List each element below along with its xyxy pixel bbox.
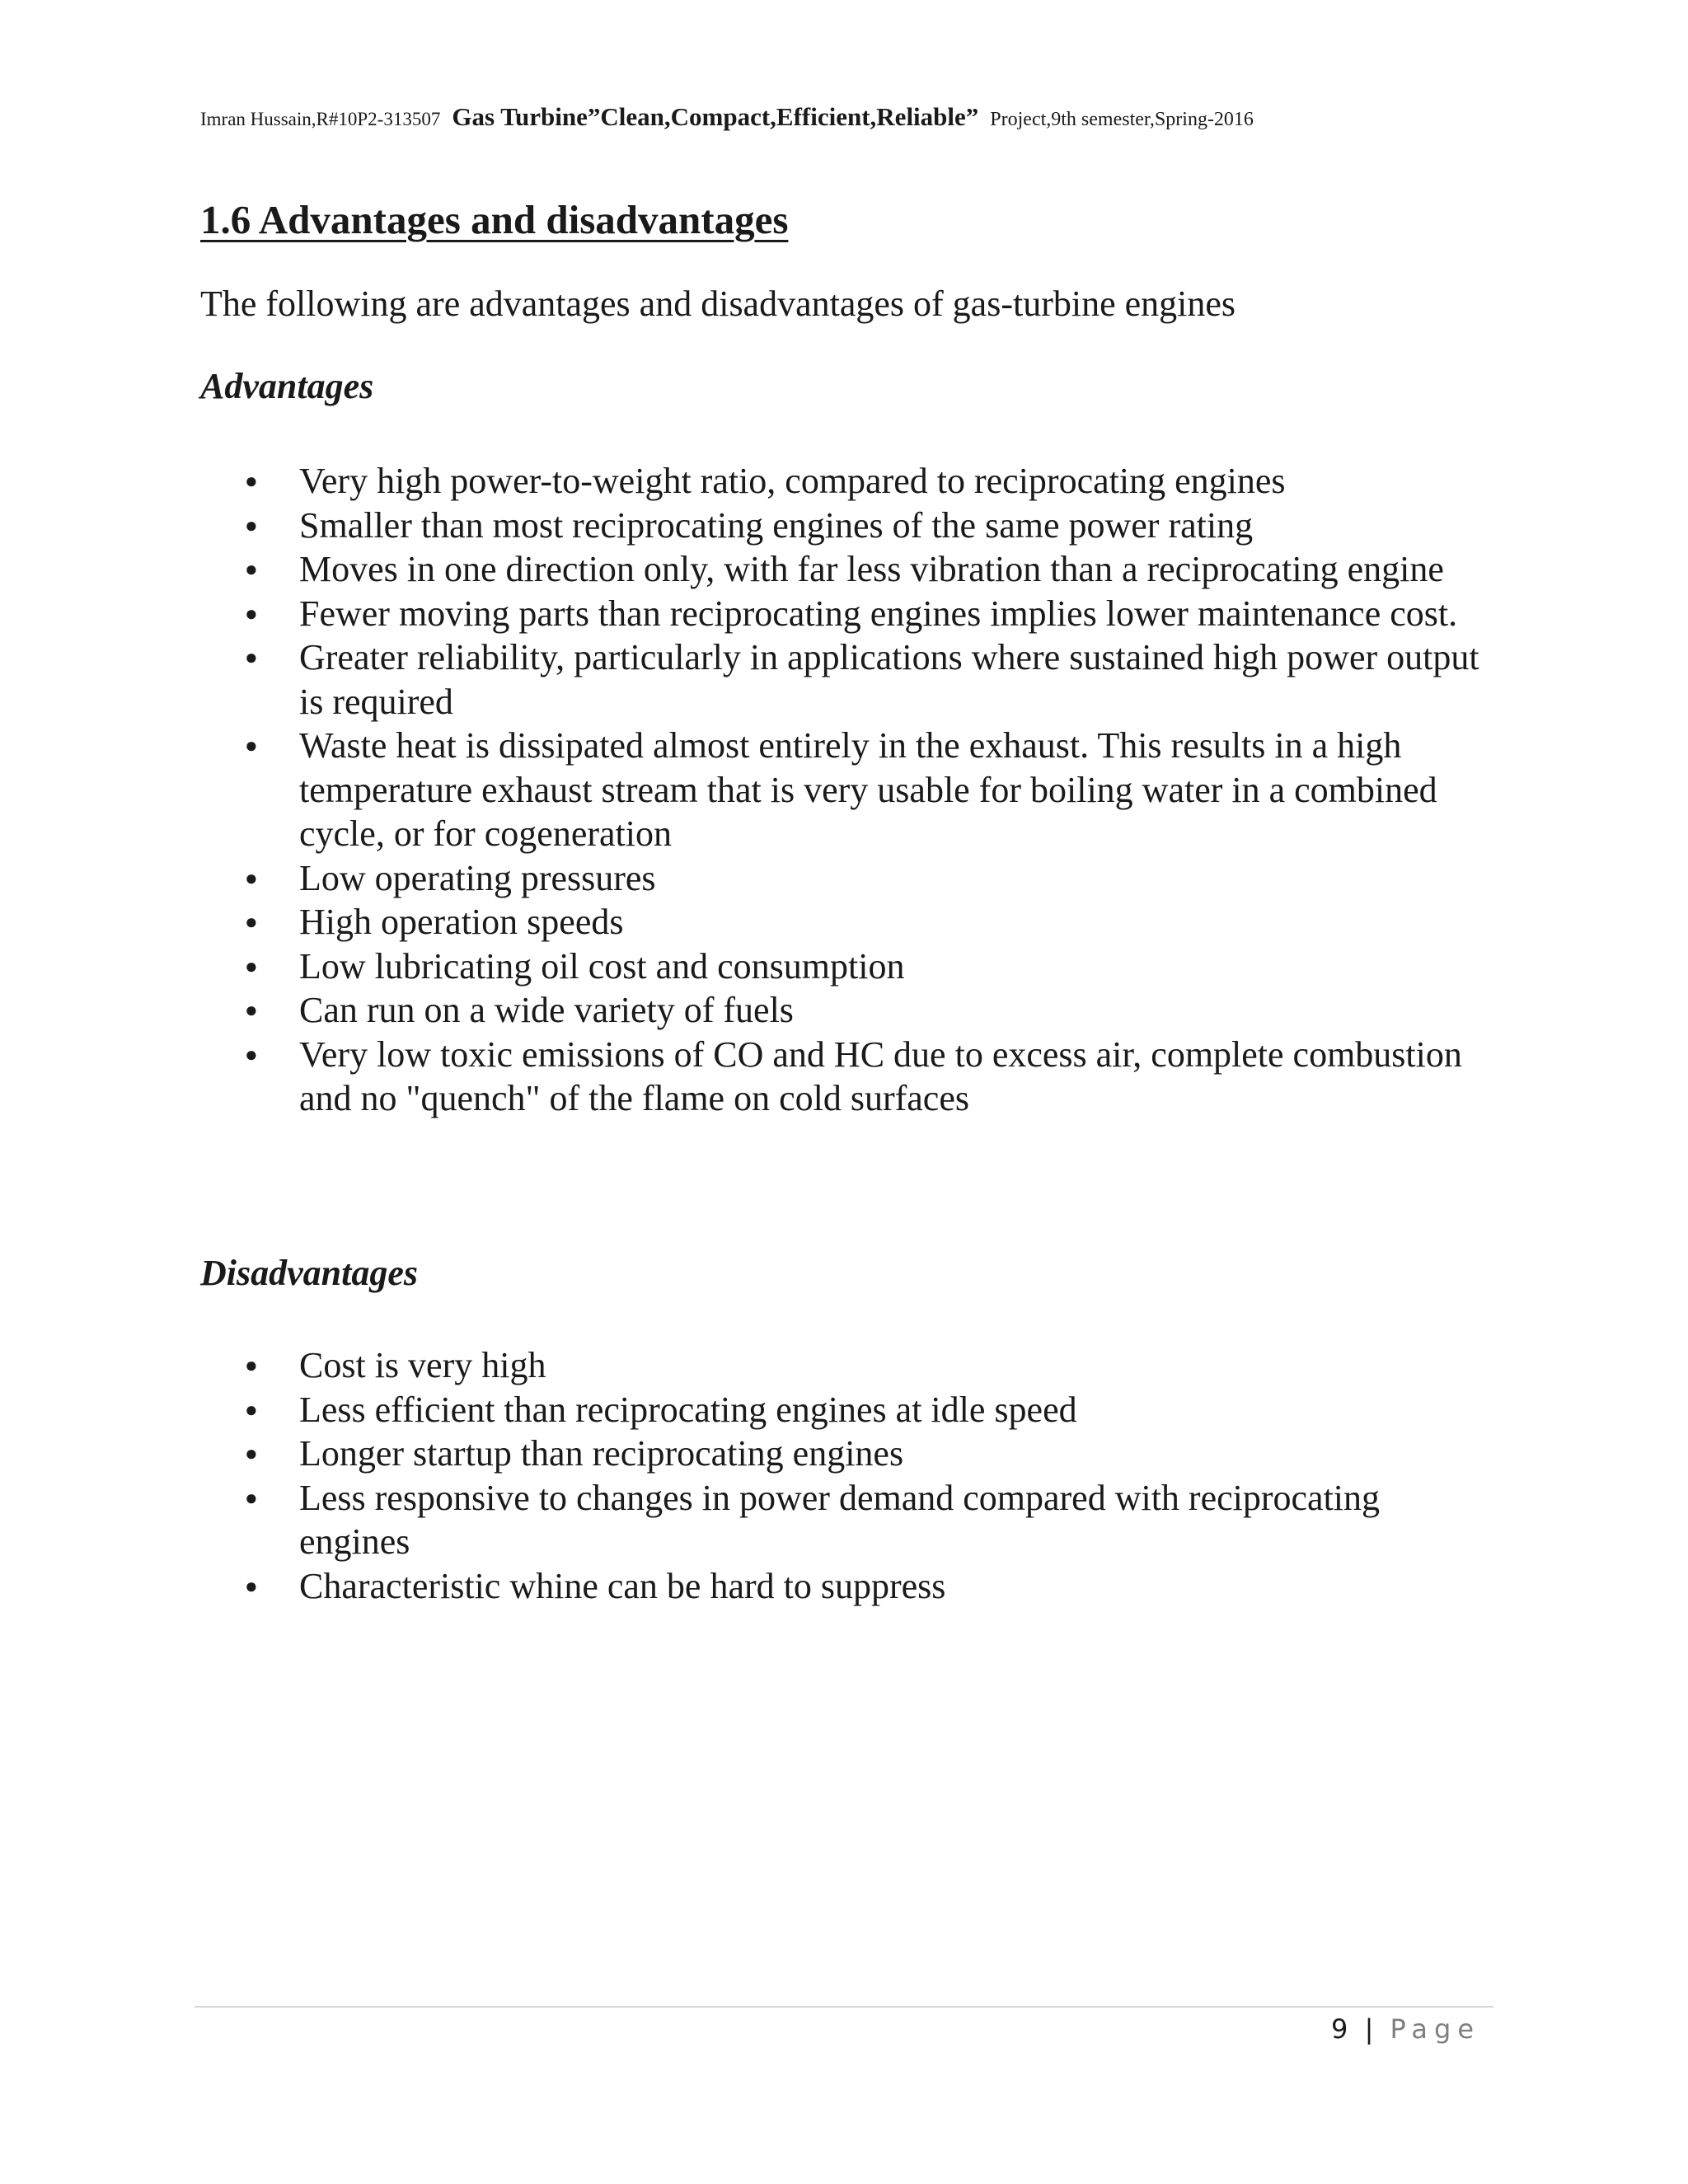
disadvantages-list [239,1343,1492,1608]
list-item-text: Fewer moving parts than reciprocating engines implies lower maintenance cost. [299,593,1458,634]
page-label: Page [1390,2013,1480,2045]
list-item-text: Less responsive to changes in power demand compared with reciprocating engines [299,1477,1381,1562]
page-number: 9 [1331,2013,1348,2045]
section-heading: 1.6 Advantages and disadvantages [200,197,789,242]
page-footer [1331,2009,1480,2049]
bullet-icon: ● [245,557,258,581]
list-item [239,504,1492,548]
bullet-icon: ● [245,513,258,537]
list-item [239,1343,1492,1388]
list-item [239,592,1492,636]
list-item-text: Low lubricating oil cost and consumption [299,945,905,987]
header-title: Gas Turbine”Clean,Compact,Efficient,Reliable” [452,102,979,131]
bullet-icon: ● [245,1042,258,1066]
list-item [239,988,1492,1033]
bullet-icon: ● [245,865,258,890]
bullet-icon: ● [245,1353,258,1377]
list-item-text: Very low toxic emissions of CO and HC due to excess air, complete combustion and no "quench" of the flame on cold surfaces [299,1033,1462,1118]
advantages-list [239,459,1492,1121]
list-item-text: Greater reliability, particularly in applications where sustained high power output is required [299,637,1479,722]
footer-separator: | [1364,2013,1374,2045]
list-item [239,944,1492,989]
footer-divider [195,2006,1493,2008]
list-item [239,856,1492,901]
bullet-icon: ● [245,1573,258,1598]
disadvantages-heading: Disadvantages [200,1253,418,1293]
list-item-text: Smaller than most reciprocating engines of the same power rating [299,504,1254,546]
list-item-text: Waste heat is dissipated almost entirely in the exhaust. This results in a high temperature exhaust stream that is very usable for boiling water in a combined cycle, or for cogeneration [299,725,1437,854]
bullet-icon: ● [245,1397,258,1422]
list-item [239,1564,1492,1609]
list-item [239,1476,1492,1564]
list-item [239,724,1492,856]
list-item-text: Characteristic whine can be hard to suppress [299,1565,946,1606]
list-item [239,1388,1492,1432]
bullet-icon: ● [245,1485,258,1510]
bullet-icon: ● [245,645,258,669]
bullet-icon: ● [245,954,258,978]
list-item-text: Cost is very high [299,1345,546,1385]
header-author: Imran Hussain,R#10P2-313507 [200,109,441,129]
bullet-icon: ● [245,998,258,1022]
bullet-icon: ● [245,910,258,934]
list-item-text: Very high power-to-weight ratio, compared to reciprocating engines [299,461,1286,501]
list-item-text: Less efficient than reciprocating engines at idle speed [299,1389,1077,1430]
list-item-text: Moves in one direction only, with far less vibration than a reciprocating engine [299,549,1444,589]
list-item [239,900,1492,944]
list-item-text: Can run on a wide variety of fuels [299,990,794,1030]
header-project: Project,9th semester,Spring-2016 [990,109,1254,130]
list-item [239,635,1492,724]
bullet-icon: ● [245,469,258,493]
list-item [239,1432,1492,1476]
list-item-text: Longer startup than reciprocating engines [299,1433,904,1474]
bullet-icon: ● [245,733,258,757]
list-item [239,547,1492,592]
list-item [239,1033,1492,1121]
bullet-icon: ● [245,601,258,626]
list-item [239,459,1492,504]
bullet-icon: ● [245,1441,258,1465]
intro-paragraph: The following are advantages and disadvantages of gas-turbine engines [200,284,1236,324]
list-item-text: Low operating pressures [299,857,656,898]
list-item-text: High operation speeds [299,902,624,942]
running-header [200,101,1486,136]
advantages-heading: Advantages [200,366,374,406]
